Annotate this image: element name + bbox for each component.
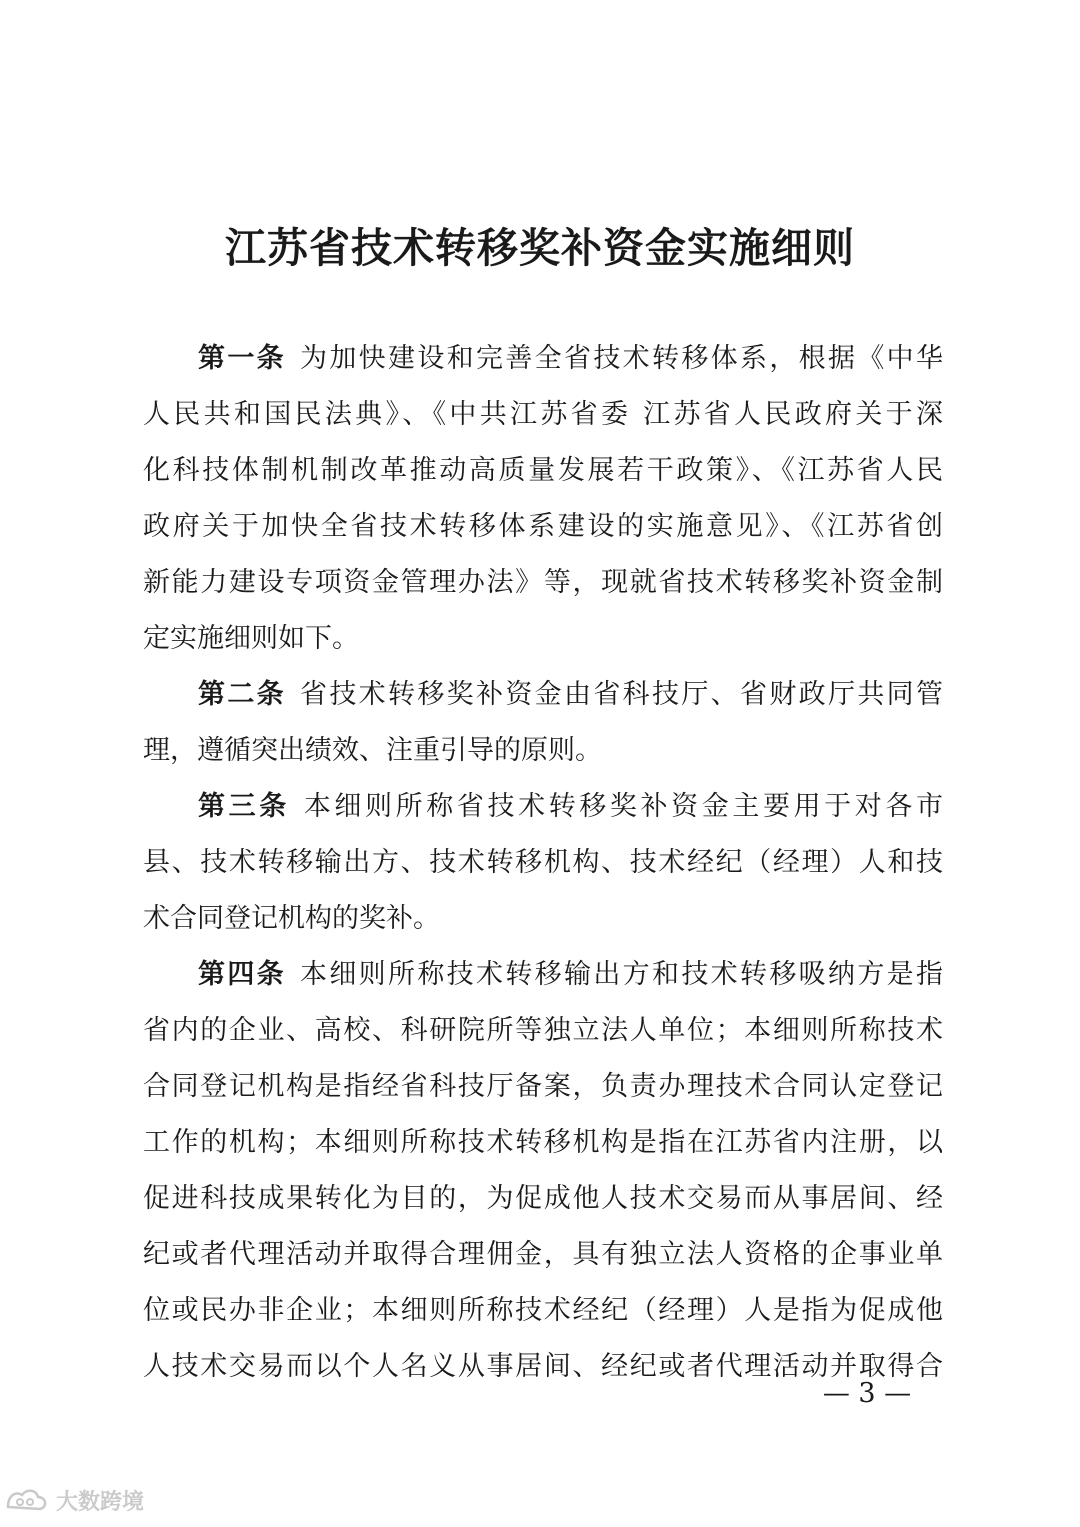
article-3-line-2: 县、技术转移输出方、技术转移机构、技术经纪（经理）人和技 — [143, 847, 943, 878]
watermark — [4, 1482, 144, 1518]
page-number: — 3 — — [822, 1378, 912, 1409]
article-2-heading: 第二条 — [198, 679, 286, 710]
article-1-line-4: 政府关于加快全省技术转移体系建设的实施意见》、《江苏省创 — [143, 511, 943, 542]
article-2-text: 省技术转移奖补资金由省科技厅、省财政厅共同管 — [300, 679, 943, 710]
article-4-line-3: 合同登记机构是指经省科技厅备案，负责办理技术合同认定登记 — [143, 1071, 943, 1102]
article-1-line-3: 化科技体制机制改革推动高质量发展若干政策》、《江苏省人民 — [143, 455, 943, 486]
watermark-text: 大数跨境 — [56, 1489, 145, 1515]
article-1-line-2: 人民共和国民法典》、《中共江苏省委 江苏省人民政府关于深 — [143, 399, 943, 430]
article-4-line-8: 人技术交易而以个人名义从事居间、经纪或者代理活动并取得合 — [143, 1351, 943, 1382]
article-4-line-4: 工作的机构；本细则所称技术转移机构是指在江苏省内注册，以 — [143, 1127, 943, 1158]
article-4-heading: 第四条 — [198, 959, 286, 990]
page-title: 江苏省技术转移奖补资金实施细则 — [225, 224, 855, 272]
article-1-line-5: 新能力建设专项资金管理办法》等，现就省技术转移奖补资金制 — [143, 567, 943, 598]
article-1-heading: 第一条 — [198, 343, 286, 374]
article-4-line-2: 省内的企业、高校、科研院所等独立法人单位；本细则所称技术 — [143, 1015, 943, 1046]
article-4-line-7: 位或民办非企业；本细则所称技术经纪（经理）人是指为促成他 — [143, 1295, 943, 1326]
article-3-heading: 第三条 — [198, 791, 290, 822]
article-3-line-3: 术合同登记机构的奖补。 — [143, 903, 440, 934]
article-2-line-1 — [198, 667, 943, 723]
article-1-line-6: 定实施细则如下。 — [143, 623, 359, 654]
article-1-line-1 — [198, 331, 943, 387]
article-2-line-2: 理，遵循突出绩效、注重引导的原则。 — [143, 735, 602, 766]
article-4-text: 本细则所称技术转移输出方和技术转移吸纳方是指 — [300, 959, 943, 990]
watermark-logo-icon — [4, 1485, 50, 1515]
article-1-text: 为加快建设和完善全省技术转移体系，根据《中华 — [300, 343, 943, 374]
article-4-line-6: 纪或者代理活动并取得合理佣金，具有独立法人资格的企事业单 — [143, 1239, 943, 1270]
article-4-line-1 — [198, 947, 943, 1003]
article-3-line-1 — [198, 779, 943, 835]
article-4-line-5: 促进科技成果转化为目的，为促成他人技术交易而从事居间、经 — [143, 1183, 943, 1214]
article-3-text: 本细则所称省技术转移奖补资金主要用于对各市 — [303, 791, 943, 822]
